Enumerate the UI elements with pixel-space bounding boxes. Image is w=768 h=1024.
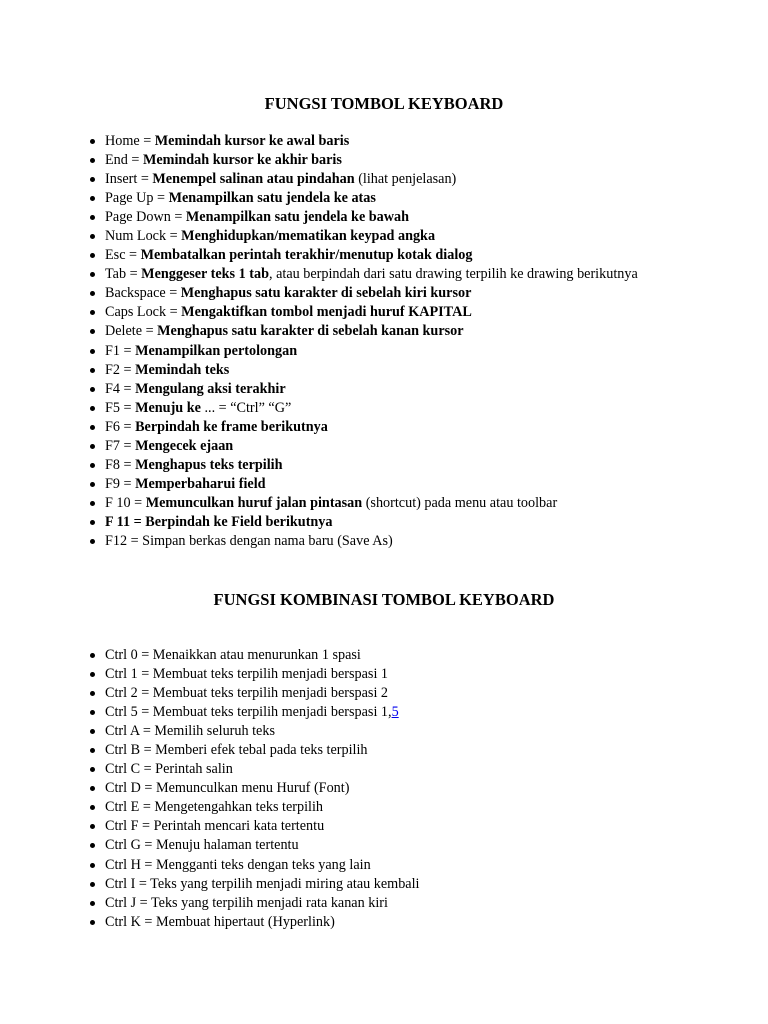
- list-item: [0, 380, 638, 399]
- item-text: ... = “Ctrl” “G”: [200, 399, 292, 416]
- item-description-bold: Menampilkan pertolongan: [135, 342, 298, 359]
- list-item: [0, 703, 419, 722]
- list-item: [0, 856, 419, 875]
- item-text: Ctrl G = Menuju halaman tertentu: [105, 837, 299, 854]
- item-text: Num Lock =: [105, 228, 182, 245]
- item-description-bold: Menggeser teks 1 tab: [141, 266, 269, 283]
- item-text: Page Up =: [105, 190, 169, 207]
- list-item: [0, 875, 419, 894]
- list-item: [0, 817, 419, 836]
- item-text: F 10 =: [105, 494, 146, 511]
- item-text: (shortcut) pada menu atau toolbar: [362, 494, 558, 511]
- list-item: [0, 418, 638, 437]
- item-text: (lihat penjelasan): [354, 171, 457, 188]
- item-description-bold: Memunculkan huruf jalan pintasan: [145, 494, 363, 511]
- list-item: [0, 189, 638, 208]
- item-text: Ctrl F = Perintah mencari kata tertentu: [105, 818, 325, 835]
- item-text: , atau berpindah dari satu drawing terpilih ke drawing berikutnya: [268, 266, 638, 283]
- item-description-bold: Memindah kursor ke awal baris: [154, 133, 350, 149]
- item-text: Ctrl I = Teks yang terpilih menjadi miring atau kembali: [105, 875, 420, 892]
- item-description-bold: Memindah teks: [135, 361, 230, 378]
- item-text: Ctrl 0 = Menaikkan atau menurunkan 1 spasi: [105, 647, 361, 663]
- list-item: [0, 437, 638, 456]
- list-item: [0, 456, 638, 475]
- list-item: [0, 361, 638, 380]
- list-item: [0, 513, 638, 532]
- item-description-bold: Mengulang aksi terakhir: [135, 380, 286, 397]
- list-item: [0, 265, 638, 284]
- item-description-bold: Menampilkan satu jendela ke bawah: [185, 209, 409, 226]
- list-item: [0, 246, 638, 265]
- item-text: Caps Lock =: [105, 304, 182, 321]
- keyboard-keys-list: [0, 132, 638, 551]
- list-item: [0, 913, 419, 932]
- item-text: F9 =: [105, 475, 136, 492]
- item-text: Ctrl E = Mengetengahkan teks terpilih: [105, 799, 324, 816]
- item-text: F2 =: [105, 361, 136, 378]
- list-item: [0, 227, 638, 246]
- item-description-bold: Menghapus teks terpilih: [135, 456, 283, 473]
- item-description-bold: F 11 = Berpindah ke Field berikutnya: [105, 513, 333, 530]
- item-description-bold: Berpindah ke frame berikutnya: [135, 418, 328, 435]
- list-item: [0, 760, 419, 779]
- item-description-bold: Menempel salinan atau pindahan: [152, 171, 355, 188]
- item-description-bold: Menuju ke: [135, 399, 201, 416]
- item-description-bold: Menampilkan satu jendela ke atas: [168, 190, 376, 207]
- list-item: [0, 665, 419, 684]
- list-item: [0, 342, 638, 361]
- list-item: [0, 684, 419, 703]
- list-item: [0, 836, 419, 855]
- item-text: F4 =: [105, 380, 136, 397]
- item-description-bold: Menghidupkan/mematikan keypad angka: [181, 228, 436, 245]
- section-title-keyboard-keys: FUNGSI TOMBOL KEYBOARD: [264, 94, 504, 113]
- item-description-bold: Mengecek ejaan: [135, 437, 234, 454]
- item-text: Ctrl H = Mengganti teks dengan teks yang lain: [105, 856, 371, 873]
- list-item: [0, 170, 638, 189]
- item-text: Page Down =: [105, 209, 186, 226]
- item-description-bold: Mengaktifkan tombol menjadi huruf KAPITAL: [181, 304, 472, 321]
- section-title-key-combinations: FUNGSI KOMBINASI TOMBOL KEYBOARD: [213, 590, 555, 609]
- item-description-bold: Memperbaharui field: [135, 475, 266, 492]
- list-item: [0, 132, 638, 151]
- list-item: [0, 322, 638, 341]
- list-item: [0, 741, 419, 760]
- item-text: Backspace =: [105, 285, 181, 302]
- item-description-bold: Memindah kursor ke akhir baris: [142, 152, 342, 169]
- item-text: Ctrl 2 = Membuat teks terpilih menjadi berspasi 2: [105, 685, 389, 702]
- list-item: [0, 284, 638, 303]
- item-text: Ctrl K = Membuat hipertaut (Hyperlink): [105, 913, 335, 930]
- list-item: [0, 722, 419, 741]
- list-item: [0, 303, 638, 322]
- item-text: Ctrl C = Perintah salin: [105, 761, 233, 778]
- item-text: F5 =: [105, 399, 136, 416]
- item-text: Delete =: [105, 323, 158, 340]
- list-item: [0, 798, 419, 817]
- list-item: [0, 208, 638, 227]
- item-text: F1 =: [105, 342, 136, 359]
- item-text: F6 =: [105, 418, 136, 435]
- item-text: Ctrl 1 = Membuat teks terpilih menjadi berspasi 1: [105, 666, 389, 683]
- item-text: Home =: [105, 133, 155, 149]
- list-item: [0, 475, 638, 494]
- list-item: [0, 151, 638, 170]
- item-text: Tab =: [105, 266, 142, 283]
- list-item: [0, 646, 419, 665]
- key-combinations-list: [0, 646, 419, 932]
- item-description-bold: Menghapus satu karakter di sebelah kanan kursor: [157, 323, 464, 340]
- item-text: Esc =: [105, 247, 141, 264]
- list-item: [0, 399, 638, 418]
- list-item: [0, 494, 638, 513]
- item-text: Ctrl B = Memberi efek tebal pada teks terpilih: [105, 742, 368, 759]
- item-text: Ctrl A = Memilih seluruh teks: [105, 723, 275, 740]
- item-description-bold: Menghapus satu karakter di sebelah kiri kursor: [180, 285, 472, 302]
- inline-link[interactable]: 5: [391, 704, 399, 721]
- item-text: Insert =: [105, 171, 153, 188]
- item-description-bold: Membatalkan perintah terakhir/menutup kotak dialog: [140, 247, 473, 264]
- item-text: Ctrl 5 = Membuat teks terpilih menjadi berspasi 1,: [105, 704, 392, 721]
- list-item: [0, 532, 638, 551]
- list-item: [0, 894, 419, 913]
- item-text: Ctrl J = Teks yang terpilih menjadi rata kanan kiri: [105, 894, 388, 911]
- item-text: Ctrl D = Memunculkan menu Huruf (Font): [105, 780, 350, 797]
- item-text: F12 = Simpan berkas dengan nama baru (Save As): [105, 532, 393, 549]
- item-text: F8 =: [105, 456, 136, 473]
- item-text: End =: [105, 152, 143, 169]
- item-text: F7 =: [105, 437, 136, 454]
- list-item: [0, 779, 419, 798]
